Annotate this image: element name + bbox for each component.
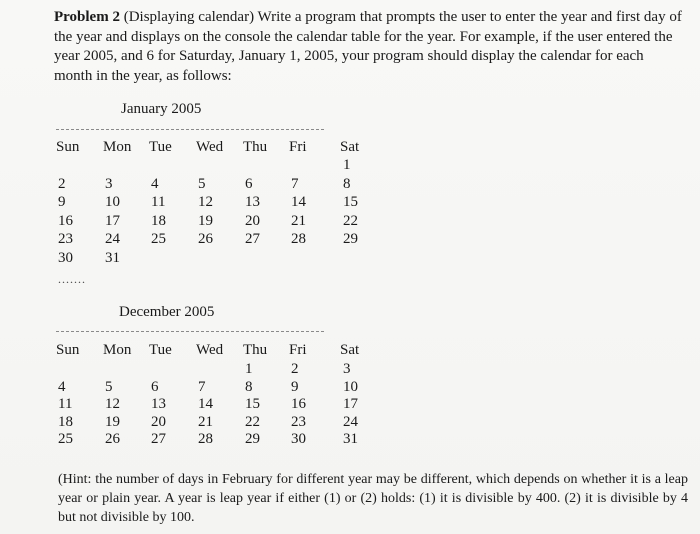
problem-text: (Displaying calendar) Write a program that prompts the user to enter the year and first day of the year and displays on the console the calendar table for the year. For example, if the user entered the year 2005, and 6 for Saturday, January 1, 2005, your program should display the calendar for each month in the year, as follows: — [54, 9, 682, 84]
calendar-day: 11 — [58, 396, 73, 413]
calendar-day: 18 — [151, 212, 166, 229]
calendar-day: 31 — [105, 249, 120, 266]
calendar-day: 29 — [343, 231, 358, 247]
calendar-title-january: January 2005 — [121, 101, 202, 117]
calendar-day: 24 — [343, 413, 358, 430]
problem-label: Problem 2 — [54, 9, 120, 25]
calendar-day: 7 — [291, 175, 299, 192]
weekday-header: Sat — [340, 139, 360, 155]
calendar-day: 27 — [151, 431, 166, 448]
calendar-day: 6 — [151, 378, 159, 395]
calendar-day: 8 — [245, 378, 253, 395]
weekday-header: Wed — [196, 342, 224, 358]
calendar-day: 5 — [198, 175, 206, 192]
weekday-header: Fri — [289, 139, 307, 155]
calendar-day: 17 — [343, 396, 358, 413]
calendar-day: 12 — [198, 194, 213, 210]
calendar-day: 13 — [151, 396, 166, 413]
calendar-day: 26 — [198, 231, 213, 247]
weekday-header: Mon — [103, 342, 132, 358]
calendar-day: 28 — [198, 431, 213, 448]
calendar-day: 25 — [58, 431, 73, 448]
calendar-day: 13 — [245, 194, 260, 210]
calendar-day: 15 — [343, 194, 358, 210]
problem-statement — [54, 8, 684, 86]
weekday-header: Thu — [243, 139, 268, 155]
calendar-day: 6 — [245, 175, 253, 192]
calendar-day: 9 — [58, 194, 66, 210]
calendar-day: 4 — [58, 378, 66, 395]
calendar-title-december: December 2005 — [119, 304, 215, 320]
calendar-day: 1 — [343, 157, 351, 173]
calendar-day: 19 — [198, 212, 213, 229]
calendar-day: 31 — [343, 431, 358, 448]
calendar-day: 7 — [198, 378, 206, 395]
calendar-day: 26 — [105, 431, 120, 448]
calendar-day: 19 — [105, 413, 120, 430]
calendar-divider — [56, 129, 324, 130]
calendar-day: 2 — [58, 175, 66, 192]
weekday-header: Sat — [340, 342, 360, 358]
calendar-day: 3 — [343, 361, 351, 377]
ellipsis: ....... — [58, 272, 86, 286]
calendar-day: 27 — [245, 231, 260, 247]
hint-text: (Hint: the number of days in February for different year may be different, which depends on whether it is a leap year or plain year. A year is leap year if either (1) or (2) holds: (1) it is divisible by 400. (2) it is divisible by 4 but not divisible by 100. — [58, 472, 688, 525]
calendar-day: 8 — [343, 175, 351, 192]
calendar-day: 4 — [151, 175, 159, 192]
calendar-day: 16 — [58, 212, 73, 229]
weekday-header: Thu — [243, 342, 268, 358]
calendar-day: 25 — [151, 231, 166, 247]
calendar-day: 22 — [245, 413, 260, 430]
calendar-day: 2 — [291, 361, 299, 377]
calendar-day: 29 — [245, 431, 260, 448]
weekday-header: Mon — [103, 139, 132, 155]
calendar-day: 10 — [105, 194, 120, 210]
calendar-day: 3 — [105, 175, 113, 192]
calendar-day: 30 — [58, 249, 73, 266]
calendar-day: 5 — [105, 378, 113, 395]
weekday-header: Sun — [56, 139, 80, 155]
calendar-day: 9 — [291, 378, 299, 395]
calendar-day: 17 — [105, 212, 120, 229]
calendar-day: 16 — [291, 396, 306, 413]
calendar-day: 23 — [58, 231, 73, 247]
calendar-day: 21 — [198, 413, 213, 430]
calendar-day: 12 — [105, 396, 120, 413]
calendar-day: 30 — [291, 431, 306, 448]
calendar-day: 15 — [245, 396, 260, 413]
calendar-day: 20 — [245, 212, 260, 229]
weekday-header: Wed — [196, 139, 224, 155]
calendar-day: 1 — [245, 361, 253, 377]
calendar-day: 11 — [151, 194, 166, 210]
calendar-day: 24 — [105, 231, 120, 247]
calendar-divider — [56, 331, 324, 332]
weekday-header: Tue — [149, 342, 172, 358]
weekday-header: Tue — [149, 139, 172, 155]
calendar-day: 10 — [343, 378, 358, 395]
weekday-header: Fri — [289, 342, 307, 358]
weekday-header: Sun — [56, 342, 80, 358]
calendar-day: 14 — [291, 194, 306, 210]
calendar-day: 18 — [58, 413, 73, 430]
calendar-day: 21 — [291, 212, 306, 229]
calendar-day: 20 — [151, 413, 166, 430]
calendar-day: 22 — [343, 212, 358, 229]
calendar-day: 14 — [198, 396, 213, 413]
calendar-day: 28 — [291, 231, 306, 247]
calendar-day: 23 — [291, 413, 306, 430]
